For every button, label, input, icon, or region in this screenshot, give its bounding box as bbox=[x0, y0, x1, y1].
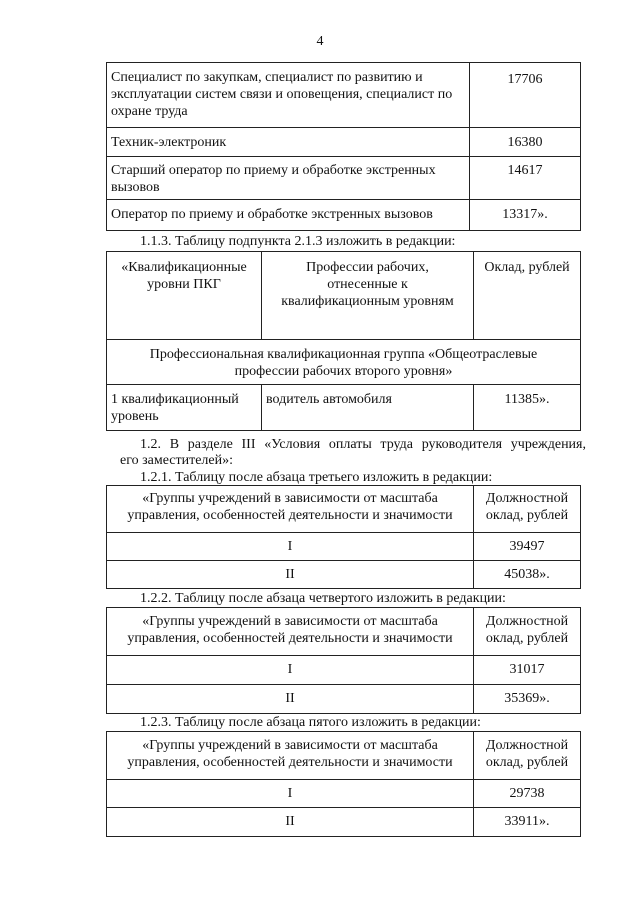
group-cell: I bbox=[107, 533, 474, 561]
group-cell: II bbox=[107, 561, 474, 589]
paragraph-1-2-line-1: 1.2. В разделе III «Условия оплаты труда руководителя учреждения, bbox=[140, 437, 586, 452]
header-levels: «Квалификационные уровни ПКГ bbox=[107, 252, 262, 340]
header-groups: «Группы учреждений в зависимости от масштаба управления, особенностей деятельности и значимости bbox=[107, 608, 474, 656]
salary-table-1 bbox=[106, 62, 581, 231]
salary-cell: 13317». bbox=[470, 200, 581, 231]
profession-cell: водитель автомобиля bbox=[262, 385, 474, 431]
salary-cell: 11385». bbox=[474, 385, 581, 431]
position-cell: Специалист по закупкам, специалист по развитию и эксплуатации систем связи и оповещения, специалист по охране труда bbox=[107, 63, 470, 128]
groups-table-3 bbox=[106, 731, 581, 837]
header-groups: «Группы учреждений в зависимости от масштаба управления, особенностей деятельности и значимости bbox=[107, 732, 474, 780]
salary-cell: 35369». bbox=[474, 685, 581, 714]
groups-table-2 bbox=[106, 607, 581, 714]
groups-table-1 bbox=[106, 485, 581, 589]
position-cell: Техник-электроник bbox=[107, 128, 470, 157]
paragraph-1-2-3: 1.2.3. Таблицу после абзаца пятого изложить в редакции: bbox=[140, 715, 481, 730]
salary-cell: 45038». bbox=[474, 561, 581, 589]
salary-cell: 14617 bbox=[470, 157, 581, 200]
header-salary: Должностной оклад, рублей bbox=[474, 732, 581, 780]
paragraph-1-1-3: 1.1.3. Таблицу подпункта 2.1.3 изложить в редакции: bbox=[140, 234, 456, 249]
salary-cell: 33911». bbox=[474, 808, 581, 837]
salary-cell: 17706 bbox=[470, 63, 581, 128]
paragraph-1-2-line-2: его заместителей»: bbox=[120, 453, 234, 468]
pkg-table bbox=[106, 251, 581, 431]
position-cell: Старший оператор по приему и обработке экстренных вызовов bbox=[107, 157, 470, 200]
salary-cell: 31017 bbox=[474, 656, 581, 685]
salary-cell: 29738 bbox=[474, 780, 581, 808]
paragraph-1-2-1: 1.2.1. Таблицу после абзаца третьего изложить в редакции: bbox=[140, 470, 493, 485]
group-title: Профессиональная квалификационная группа «Общеотраслевые профессии рабочих второго уровня» bbox=[107, 340, 581, 385]
salary-cell: 39497 bbox=[474, 533, 581, 561]
header-salary: Оклад, рублей bbox=[474, 252, 581, 340]
paragraph-1-2-2: 1.2.2. Таблицу после абзаца четвертого изложить в редакции: bbox=[140, 591, 506, 606]
header-salary: Должностной оклад, рублей bbox=[474, 608, 581, 656]
header-salary: Должностной оклад, рублей bbox=[474, 486, 581, 533]
salary-cell: 16380 bbox=[470, 128, 581, 157]
level-cell: 1 квалификационный уровень bbox=[107, 385, 262, 431]
header-professions: Профессии рабочих, отнесенные к квалификационным уровням bbox=[262, 252, 474, 340]
header-groups: «Группы учреждений в зависимости от масштаба управления, особенностей деятельности и значимости bbox=[107, 486, 474, 533]
group-cell: II bbox=[107, 685, 474, 714]
group-cell: I bbox=[107, 780, 474, 808]
group-cell: II bbox=[107, 808, 474, 837]
position-cell: Оператор по приему и обработке экстренных вызовов bbox=[107, 200, 470, 231]
page-number: 4 bbox=[316, 34, 324, 49]
group-cell: I bbox=[107, 656, 474, 685]
